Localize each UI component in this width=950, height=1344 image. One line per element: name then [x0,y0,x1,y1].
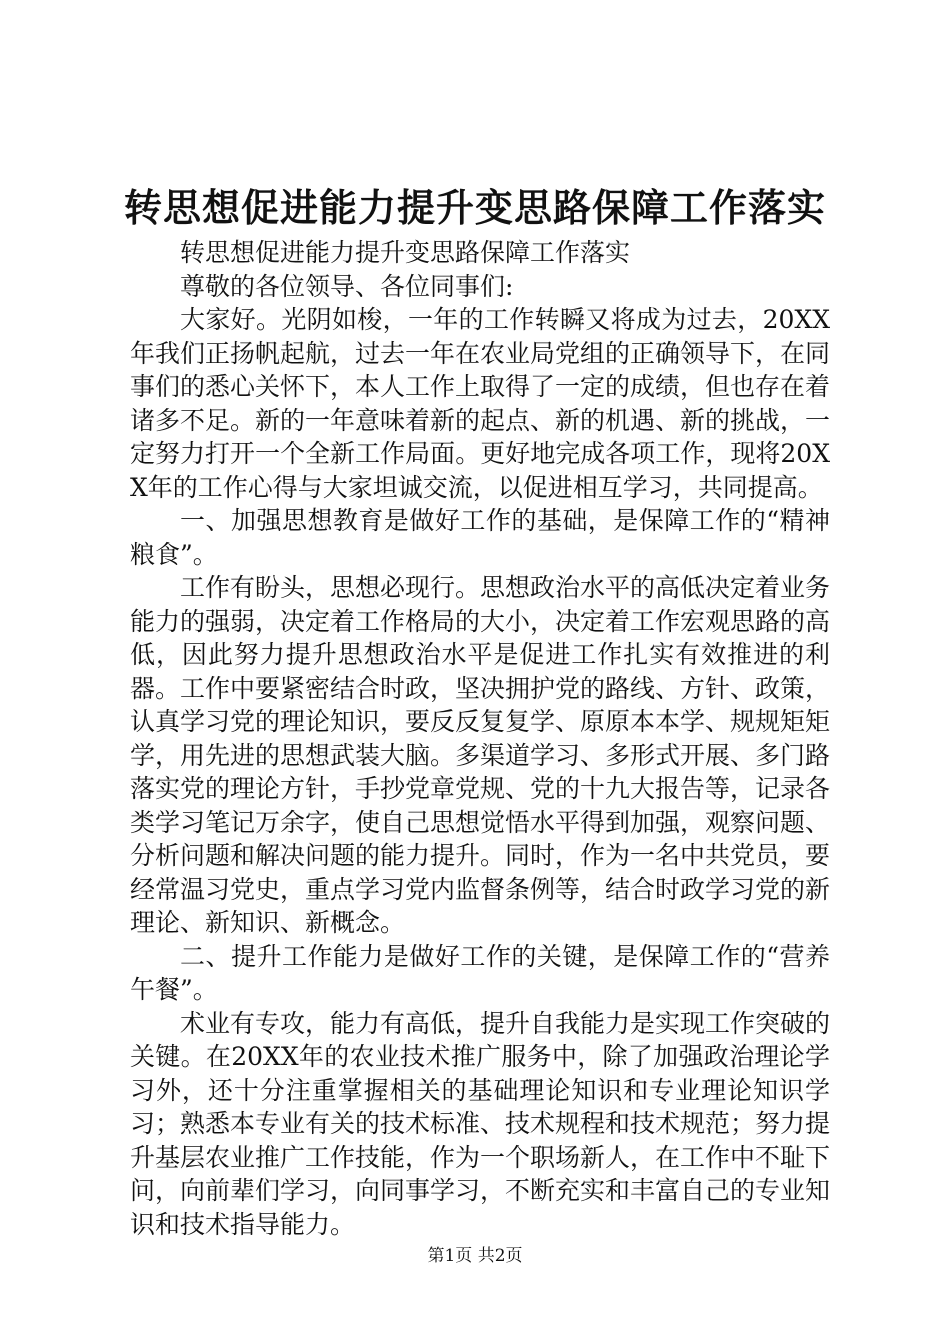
paragraph-section-two-body: 术业有专攻，能力有高低，提升自我能力是实现工作突破的关键。在20XX年的农业技术推广服务中，除了加强政治理论学习外，还十分注重掌握相关的基础理论知识和专业理论知识学习；熟悉本专业有关的技术标准、技术规程和技术规范；努力提升基层农业推广工作技能，作为一个职场新人，在工作中不耻下问，向前辈们学习，向同事学习，不断充实和丰富自己的专业知识和技术指导能力。 [130,1008,831,1239]
paragraph-section-one-body: 工作有盼头，思想必现行。思想政治水平的高低决定着业务能力的强弱，决定着工作格局的大小，决定着工作宏观思路的高低，因此努力提升思想政治水平是促进工作扎实有效推进的利器。工作中要紧密结合时政，坚决拥护党的路线、方针、政策，认真学习党的理论知识，要反反复复学、原原本本学、规规矩矩学，用先进的思想武装大脑。多渠道学习、多形式开展、多门路落实党的理论方针，手抄党章党规、党的十九大报告等，记录各类学习笔记万余字，使自己思想觉悟水平得到加强，观察问题、分析问题和解决问题的能力提升。同时，作为一名中共党员，要经常温习党史，重点学习党内监督条例等，结合时政学习党的新理论、新知识、新概念。 [130,573,831,937]
paragraph-section-one-heading: 一、加强思想教育是做好工作的基础，是保障工作的“精神粮食”。 [130,506,830,569]
document-body [130,236,830,1241]
paragraph-introduction: 大家好。光阴如梭，一年的工作转瞬又将成为过去，20XX年我们正扬帆起航，过去一年在农业局党组的正确领导下，在同事们的悉心关怀下，本人工作上取得了一定的成绩，但也存在着诸多不足。新的一年意味着新的起点、新的机遇、新的挑战，一定努力打开一个全新工作局面。更好地完成各项工作，现将20XX年的工作心得与大家坦诚交流，以促进相互学习，共同提高。 [130,305,831,502]
page-number-footer: 第1页 共2页 [427,1246,523,1266]
paragraph-section-two-heading: 二、提升工作能力是做好工作的关键，是保障工作的“营养午餐”。 [130,941,830,1004]
document-title: 转思想促进能力提升变思路保障工作落实 [123,185,826,230]
paragraph-repeated-title: 转思想促进能力提升变思路保障工作落实 [180,238,631,267]
paragraph-salutation: 尊敬的各位领导、各位同事们: [180,271,514,301]
